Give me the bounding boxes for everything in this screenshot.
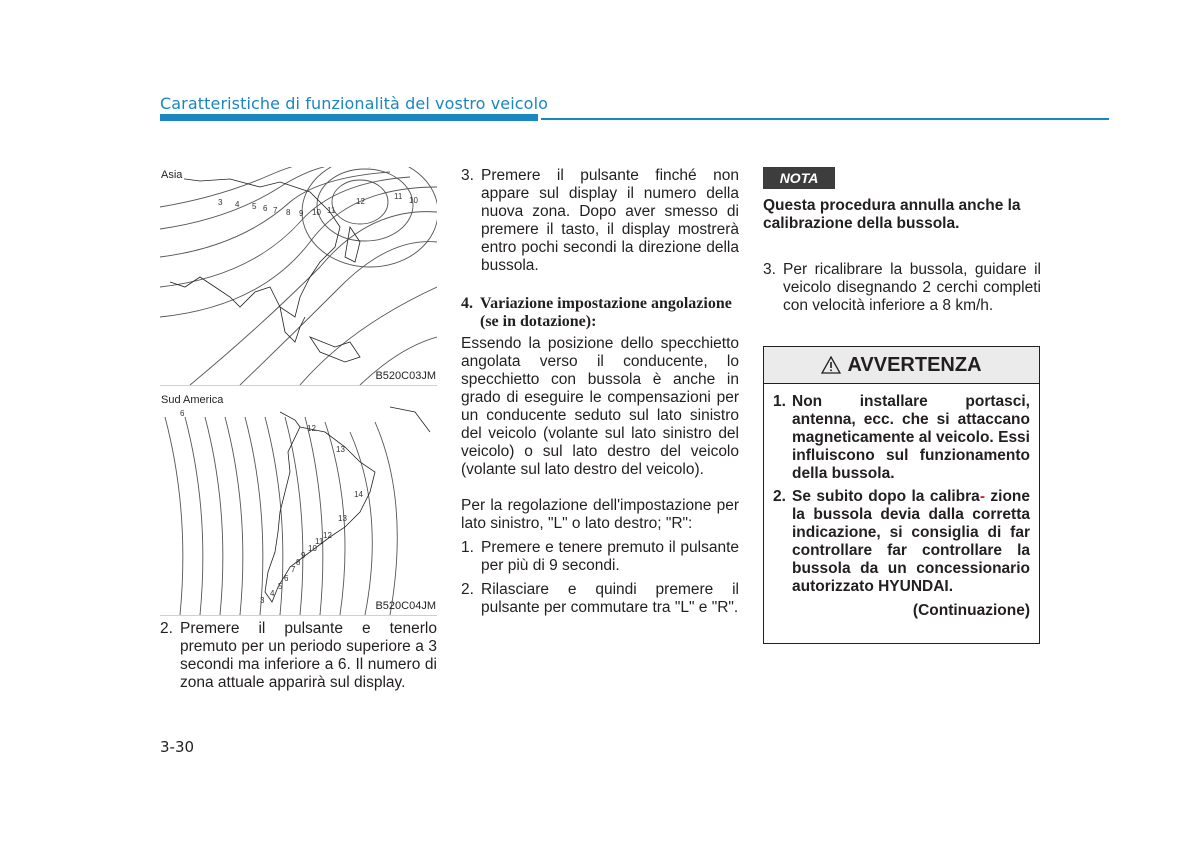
zone-num: 13 — [338, 514, 347, 523]
col1-step2 — [160, 620, 437, 692]
list-item — [763, 261, 1041, 315]
zone-num: 11 — [327, 206, 336, 215]
zone-num: 6 — [180, 409, 185, 418]
warning-header — [764, 347, 1039, 384]
list-item — [461, 581, 739, 617]
zone-num: 7 — [291, 565, 296, 574]
list-num: 2. — [160, 620, 173, 637]
zone-num: 7 — [273, 206, 278, 215]
warning-item — [773, 488, 1030, 596]
list-num: 3. — [763, 261, 776, 278]
col3-step3 — [763, 261, 1041, 315]
zone-num: 14 — [354, 490, 363, 499]
south-america-zone-map — [160, 392, 437, 616]
warning-box — [763, 346, 1040, 644]
list-num: 3. — [461, 167, 474, 184]
zone-num: 9 — [299, 209, 304, 218]
continuation-note: (Continuazione) — [912, 602, 1030, 619]
warning-body — [764, 384, 1039, 620]
list-text: Premere il pulsante finché non appare sul display il numero della nuova zona. Dopo aver smesso di premere il tasto, il display mostrerà entro pochi secondi la direzione della bussola. — [481, 167, 739, 274]
zone-num: 10 — [312, 208, 321, 217]
south-america-map-label: Sud America — [161, 394, 224, 406]
zone-num: 3 — [218, 198, 223, 207]
zone-num: 8 — [296, 558, 301, 567]
zone-num: 5 — [252, 202, 257, 211]
list-num: 1. — [461, 539, 474, 556]
warning-text: Non installare portasci, antenna, ecc. che si attaccano magneticamente al veicolo. Essi influiscono sul funzionamento della bussola. — [792, 393, 1030, 482]
list-text: Per ricalibrare la bussola, guidare il veicolo disegnando 2 cerchi completi con velocità inferiore a 8 km/h. — [783, 261, 1041, 314]
warning-text: zione la bussola devia dalla corretta indicazione, si consiglia di far controllare far controllare la bussola da un concessionario autorizzato HYUNDAI. — [792, 488, 1031, 595]
col2 — [461, 167, 739, 617]
section-num: 4. — [461, 295, 473, 312]
zone-num: 12 — [356, 197, 365, 206]
warning-item — [773, 393, 1030, 483]
zone-num: 4 — [270, 589, 275, 598]
section-title: Variazione impostazione angolazione (se in dotazione): — [480, 295, 732, 330]
section-heading — [461, 295, 739, 331]
paragraph: Essendo la posizione dello specchietto angolata verso il conducente, lo specchietto con bussola è anche in grado di eseguire le compensazioni per un conducente seduto sul lato sinistro del veicolo (volante sul lato sinistro del veicolo) o sul lato destro del veicolo (volante sul lato destro del veicolo). — [461, 335, 739, 478]
south-america-map-drawing — [160, 392, 437, 615]
zone-num: 10 — [308, 544, 317, 553]
zone-num: 5 — [278, 582, 283, 591]
list-text: Premere e tenere premuto il pulsante per più di 9 secondi. — [481, 539, 739, 574]
asia-zone-map — [160, 167, 437, 386]
zone-num: 12 — [323, 531, 332, 540]
zone-num: 6 — [284, 574, 289, 583]
warning-text: Se subito dopo la calibra — [792, 488, 980, 505]
zone-num: 11 — [394, 192, 403, 201]
zone-num: 12 — [307, 424, 316, 433]
warning-title: AVVERTENZA — [847, 353, 982, 376]
col2-step3 — [461, 167, 739, 275]
list-item — [461, 539, 739, 575]
header-rule-thin — [541, 118, 1109, 120]
nota-text: Questa procedura annulla anche la calibrazione della bussola. — [763, 197, 1021, 232]
nota-badge: NOTA — [763, 167, 835, 189]
list-text: Premere il pulsante e tenerlo premuto per un periodo superiore a 3 secondi ma inferiore a 6. Il numero di zona attuale apparirà sul display. — [180, 620, 437, 691]
list-num: 1. — [773, 393, 786, 410]
zone-num: 6 — [263, 204, 268, 213]
list-text: Rilasciare e quindi premere il pulsante per commutare tra "L" e "R". — [481, 581, 739, 616]
south-america-map-code: B520C04JM — [375, 600, 436, 612]
list-item — [160, 620, 437, 692]
list-num: 2. — [773, 488, 786, 505]
zone-num: 4 — [235, 200, 240, 209]
header-title: Caratteristiche di funzionalità del vostro veicolo — [160, 94, 549, 113]
hyphen-mark: - — [979, 488, 985, 505]
header-rule-thick — [160, 114, 538, 121]
page-number: 3-30 — [160, 738, 195, 756]
paragraph: Per la regolazione dell'impostazione per lato sinistro, "L" o lato destro; "R": — [461, 497, 739, 532]
zone-num: 9 — [301, 551, 306, 560]
list-num: 2. — [461, 581, 474, 598]
zone-num: 13 — [336, 445, 345, 454]
asia-map-drawing — [160, 167, 437, 385]
zone-num: 10 — [409, 196, 418, 205]
warning-triangle-icon — [821, 356, 841, 374]
zone-num: 3 — [260, 596, 265, 605]
asia-map-label: Asia — [161, 169, 183, 181]
zone-num: 8 — [286, 208, 291, 217]
zone-num: 11 — [315, 537, 324, 546]
asia-map-code: B520C03JM — [375, 370, 436, 382]
